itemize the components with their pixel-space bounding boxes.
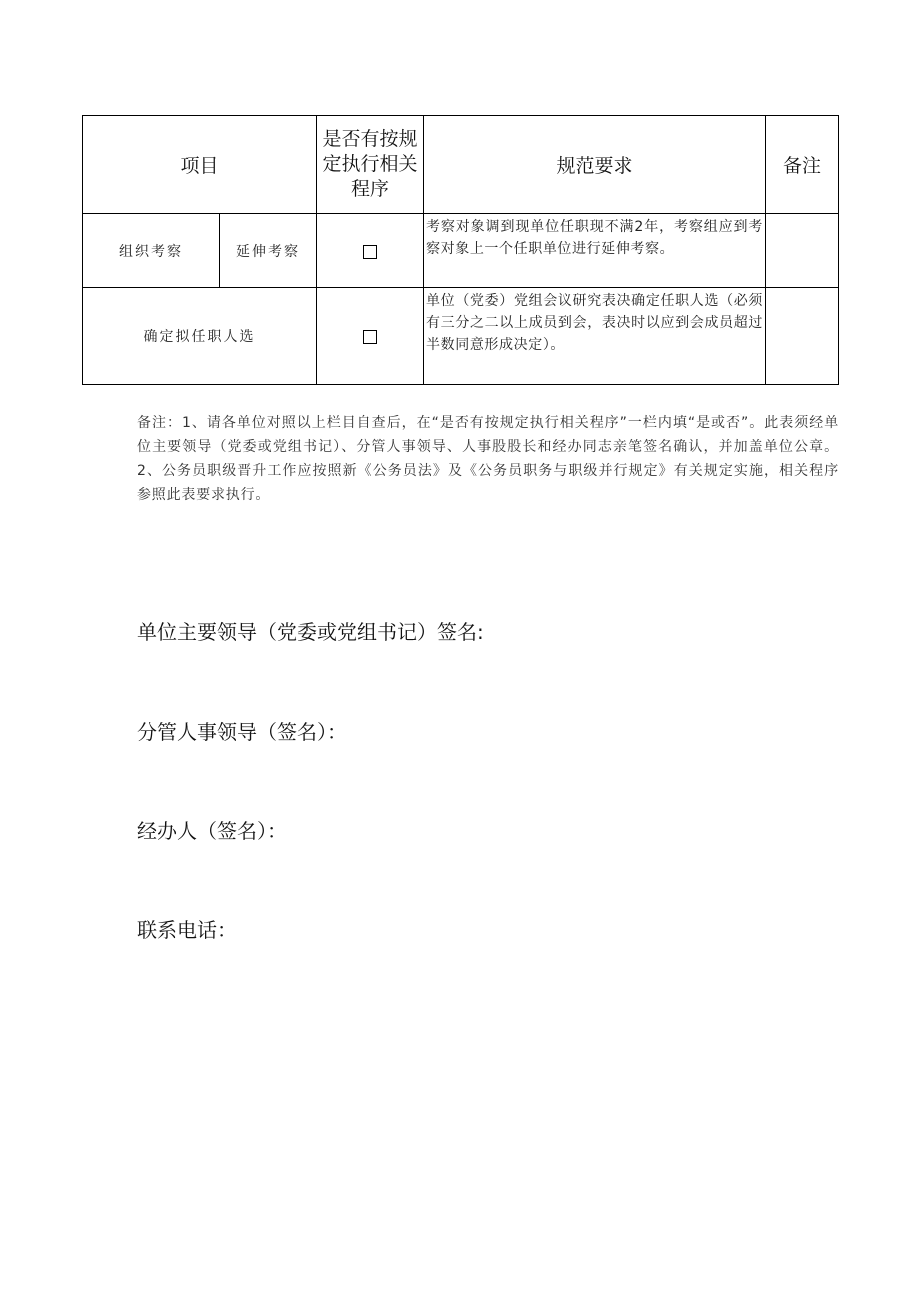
row-category: 确定拟任职人选 bbox=[83, 288, 317, 385]
requirement-text: 考察对象调到现单位任职现不满2年，考察组应到考察对象上一个任职单位进行延伸考察。 bbox=[424, 214, 766, 288]
row-category: 组织考察 bbox=[83, 214, 220, 288]
row-sub-item: 延伸考察 bbox=[220, 214, 317, 288]
contact-phone-line: 联系电话： bbox=[137, 918, 237, 942]
executed-checkbox[interactable] bbox=[363, 245, 377, 259]
remark-cell[interactable] bbox=[766, 214, 839, 288]
hr-leader-signature-line: 分管人事领导（签名）： bbox=[137, 720, 347, 744]
table-row bbox=[83, 288, 839, 385]
table-header-row bbox=[83, 116, 839, 214]
handler-signature-line: 经办人（签名）： bbox=[137, 819, 287, 843]
table-row bbox=[83, 214, 839, 288]
header-executed: 是否有按规定执行相关程序 bbox=[317, 116, 424, 214]
leader-signature-line: 单位主要领导（党委或党组书记）签名: bbox=[137, 620, 484, 644]
footnote: 备注：1、请各单位对照以上栏目自查后，在“是否有按规定执行相关程序”一栏内填“是或否”。此表须经单位主要领导（党委或党组书记）、分管人事领导、人事股股长和经办同志亲笔签名确认，并加盖单位公章。2、公务员职级晋升工作应按照新《公务员法》及《公务员职务与职级并行规定》有关规定实施，相关程序参照此表要求执行。 bbox=[137, 415, 839, 503]
header-remark: 备注 bbox=[766, 116, 839, 214]
header-item: 项目 bbox=[83, 116, 317, 214]
executed-checkbox[interactable] bbox=[363, 330, 377, 344]
header-requirement: 规范要求 bbox=[424, 116, 766, 214]
remark-cell[interactable] bbox=[766, 288, 839, 385]
procedure-checklist-table bbox=[82, 115, 839, 385]
executed-cell bbox=[317, 214, 424, 288]
requirement-text: 单位（党委）党组会议研究表决确定任职人选（必须有三分之二以上成员到会，表决时以应到会成员超过半数同意形成决定）。 bbox=[424, 288, 766, 385]
executed-cell bbox=[317, 288, 424, 385]
